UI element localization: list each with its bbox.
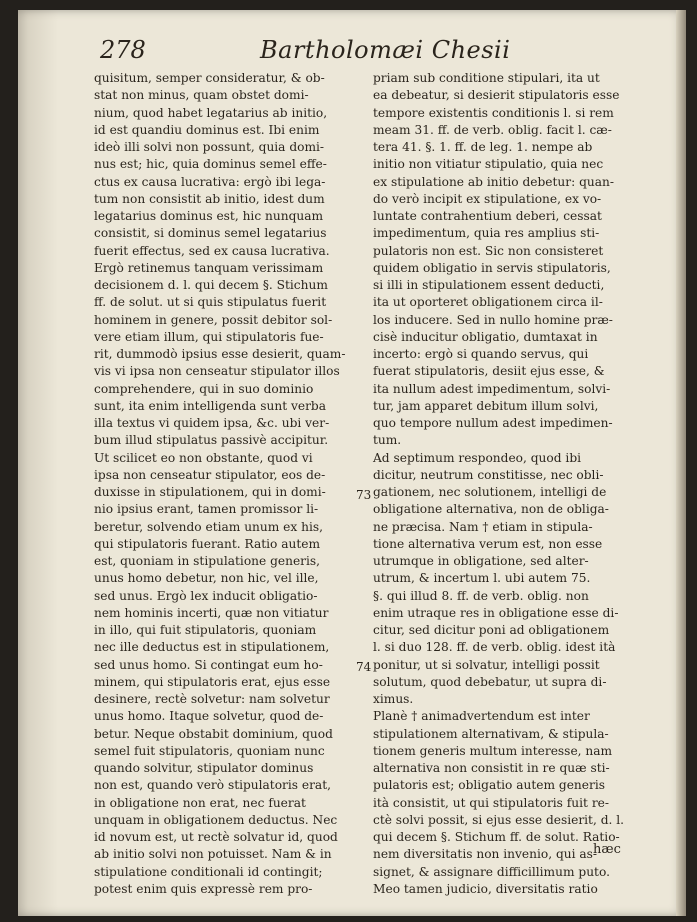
gutter-shadow bbox=[18, 10, 58, 916]
text-line: ab initio solvi non potuisset. Nam & in bbox=[94, 847, 332, 862]
text-line: beretur, solvendo etiam unum ex his, bbox=[94, 519, 324, 534]
text-line: citur, sed dicitur poni ad obligationem bbox=[373, 623, 610, 637]
text-line: non est, quando verò stipulatoris erat, bbox=[94, 778, 331, 793]
text-line: impedimentum, quia res amplius sti- bbox=[373, 226, 600, 241]
text-line: betur. Neque obstabit dominium, quod bbox=[94, 726, 333, 741]
text-line: id novum est, ut rectè solvatur id, quod bbox=[94, 830, 338, 844]
text-line: ita ut oporteret obligationem circa il- bbox=[373, 295, 603, 310]
text-line: los inducere. Sed in nullo homine præ- bbox=[373, 312, 613, 327]
text-line: tum. bbox=[373, 433, 402, 448]
text-line: enim utraque res in obligatione esse di- bbox=[373, 605, 619, 620]
text-line: in obligatione non erat, nec fuerat bbox=[94, 795, 306, 810]
text-line: pulatoris est; obligatio autem generis bbox=[373, 778, 605, 793]
text-line: qui decem §. Stichum ff. de solut. Ratio- bbox=[373, 830, 620, 844]
text-line: comprehendere, qui in suo dominio bbox=[94, 381, 314, 396]
text-line: Ut scilicet eo non obstante, quod vi bbox=[94, 450, 313, 465]
text-line: gationem, nec solutionem, intelligi de bbox=[373, 485, 607, 499]
text-line: sunt, ita enim intelligenda sunt verba bbox=[94, 398, 326, 413]
text-line: signet, & assignare difficillimum puto. bbox=[373, 864, 610, 879]
text-line: nem hominis incerti, quæ non vitiatur bbox=[94, 605, 329, 620]
page-edge-shadow bbox=[676, 10, 686, 916]
text-line: Planè † animadvertendum est inter bbox=[373, 709, 590, 724]
text-line: sed unus. Ergò lex inducit obligatio- bbox=[94, 588, 318, 603]
catchword: hæc bbox=[593, 842, 621, 857]
text-line: pulatoris non est. Sic non consisteret bbox=[373, 243, 604, 258]
text-line: nus est; hic, quia dominus semel effe- bbox=[94, 157, 327, 172]
text-line: stipulatione conditionali id contingit; bbox=[94, 864, 323, 879]
text-line: quidem obligatio in servis stipulatoris, bbox=[373, 260, 611, 275]
text-line: quo tempore nullum adest impedimen- bbox=[373, 416, 613, 430]
text-line: fuerit effectus, sed ex causa lucrativa. bbox=[94, 243, 330, 258]
text-line: ctus ex causa lucrativa: ergò ibi lega- bbox=[94, 174, 326, 189]
text-line: do verò incipit ex stipulatione, ex vo- bbox=[373, 191, 602, 206]
text-line: vis vi ipsa non censeatur stipulator illos bbox=[94, 364, 340, 379]
text-line: Ad septimum respondeo, quod ibi bbox=[373, 450, 582, 465]
text-line: utrum, & incertum l. ubi autem 75. bbox=[373, 571, 591, 586]
text-line: luntate contrahentium deberi, cessat bbox=[373, 209, 602, 223]
text-line: minem, qui stipulatoris erat, ejus esse bbox=[94, 674, 331, 689]
text-line: tione alternativa verum est, non esse bbox=[373, 536, 603, 551]
text-line: nec ille deductus est in stipulationem, bbox=[94, 640, 330, 655]
text-line: bum illud stipulatus passivè accipitur. bbox=[94, 433, 329, 448]
text-line: ne præcisa. Nam † etiam in stipula- bbox=[373, 519, 593, 534]
text-line: utrumque in obligatione, sed alter- bbox=[373, 554, 589, 568]
text-line: stipulationem alternativam, & stipula- bbox=[373, 726, 609, 741]
text-line: illa textus vi quidem ipsa, &c. ubi ver- bbox=[94, 416, 330, 430]
text-line: l. si duo 128. ff. de verb. oblig. idest ità bbox=[373, 640, 616, 655]
text-line: ità consistit, ut qui stipulatoris fuit re- bbox=[373, 795, 609, 810]
text-line: ff. de solut. ut si quis stipulatus fuerit bbox=[94, 295, 327, 310]
marginal-number-73: 73 bbox=[356, 488, 372, 502]
text-line: in illo, qui fuit stipulatoris, quoniam bbox=[94, 623, 317, 637]
text-line: ponitur, ut si solvatur, intelligi possit bbox=[373, 657, 600, 672]
text-line: ximus. bbox=[373, 692, 414, 706]
text-line: cisè inducitur obligatio, dumtaxat in bbox=[373, 329, 598, 344]
text-line: rit, dummodò ipsius esse desierit, quam- bbox=[94, 347, 346, 361]
text-line: unus homo debetur, non hic, vel ille, bbox=[94, 571, 319, 586]
text-line: duxisse in stipulationem, qui in domi- bbox=[94, 485, 326, 499]
text-line: tera 41. §. 1. ff. de leg. 1. nempe ab bbox=[373, 140, 593, 154]
text-line: ita nullum adest impedimentum, solvi- bbox=[373, 381, 611, 396]
text-line: Meo tamen judicio, diversitatis ratio bbox=[373, 881, 598, 896]
text-line: vere etiam illum, qui stipulatoris fue- bbox=[94, 329, 324, 344]
marginal-number-74: 74 bbox=[356, 660, 372, 674]
text-line: ctè solvi possit, si ejus esse desierit, d. l. bbox=[373, 812, 625, 827]
text-line: tum non consistit ab initio, idest dum bbox=[94, 191, 325, 206]
text-line: potest enim quis expressè rem pro- bbox=[94, 881, 313, 896]
page-number: 278 bbox=[100, 36, 146, 64]
book-page bbox=[18, 10, 686, 916]
text-line: Ergò retinemus tanquam verissimam bbox=[94, 260, 324, 275]
text-line: qui stipulatoris fuerant. Ratio autem bbox=[94, 536, 321, 551]
text-line: fuerat stipulatoris, desiit ejus esse, & bbox=[373, 364, 605, 379]
page-header bbox=[100, 36, 660, 66]
text-line: priam sub conditione stipulari, ita ut bbox=[373, 71, 600, 85]
text-line: decisionem d. l. qui decem §. Stichum bbox=[94, 278, 328, 292]
text-line: nio ipsius erant, tamen promissor li- bbox=[94, 502, 319, 517]
text-line: §. qui illud 8. ff. de verb. oblig. non bbox=[373, 588, 589, 603]
text-line: sed unus homo. Si contingat eum ho- bbox=[94, 657, 323, 672]
right-column bbox=[373, 70, 657, 898]
text-line: tionem generis multum interesse, nam bbox=[373, 743, 613, 758]
text-line: unus homo. Itaque solvetur, quod de- bbox=[94, 709, 324, 724]
text-line: hominem in genere, possit debitor sol- bbox=[94, 312, 333, 327]
text-line: quisitum, semper consideratur, & ob- bbox=[94, 71, 325, 85]
text-line: ex stipulatione ab initio debetur: quan- bbox=[373, 174, 614, 189]
text-line: meam 31. ff. de verb. oblig. facit l. cæ- bbox=[373, 122, 612, 137]
text-line: semel fuit stipulatoris, quoniam nunc bbox=[94, 743, 325, 758]
text-line: desinere, rectè solvetur: nam solvetur bbox=[94, 692, 330, 706]
text-line: tur, jam apparet debitum illum solvi, bbox=[373, 398, 599, 413]
text-line: dicitur, neutrum constitisse, nec obli- bbox=[373, 467, 604, 482]
text-line: est, quoniam in stipulatione generis, bbox=[94, 554, 321, 568]
text-line: solutum, quod debebatur, ut supra di- bbox=[373, 674, 607, 689]
text-line: stat non minus, quam obstet domi- bbox=[94, 88, 309, 103]
text-line: tempore existentis conditionis l. si rem bbox=[373, 105, 614, 120]
text-line: ea debeatur, si desierit stipulatoris esse bbox=[373, 88, 620, 103]
text-line: quando solvitur, stipulator dominus bbox=[94, 761, 314, 775]
text-line: nium, quod habet legatarius ab initio, bbox=[94, 105, 328, 120]
text-line: incerto: ergò si quando servus, qui bbox=[373, 347, 589, 361]
text-line: ideò illi solvi non possunt, quia domi- bbox=[94, 140, 325, 154]
left-column bbox=[94, 70, 356, 898]
text-line: nem diversitatis non invenio, qui as- bbox=[373, 847, 598, 862]
text-line: ipsa non censeatur stipulator, eos de- bbox=[94, 467, 326, 482]
text-line: obligatione alternativa, non de obliga- bbox=[373, 502, 609, 517]
text-line: id est quandiu dominus est. Ibi enim bbox=[94, 122, 320, 137]
running-head: Bartholomæi Chesii bbox=[260, 36, 511, 64]
text-line: initio non vitiatur stipulatio, quia nec bbox=[373, 157, 604, 172]
text-line: alternativa non consistit in re quæ sti- bbox=[373, 761, 610, 775]
text-line: si illi in stipulationem essent deducti, bbox=[373, 278, 605, 292]
text-line: unquam in obligationem deductus. Nec bbox=[94, 812, 338, 827]
text-line: legatarius dominus est, hic nunquam bbox=[94, 209, 324, 223]
text-line: consistit, si dominus semel legatarius bbox=[94, 226, 327, 241]
